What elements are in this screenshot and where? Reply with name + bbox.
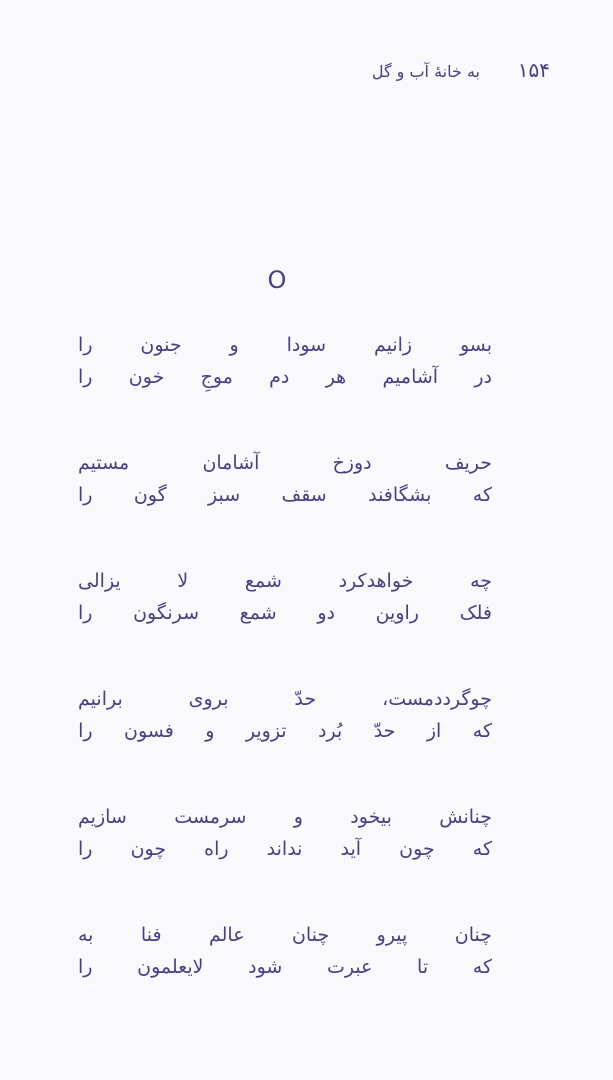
verse-word: فلک: [459, 602, 492, 624]
verse-word: دم: [269, 366, 290, 388]
verse-word: بسو: [459, 334, 492, 356]
verse-word: که: [472, 956, 492, 978]
verse-word: گون: [133, 484, 167, 506]
verse-line-second: [78, 598, 492, 628]
verse-word: سرنگون: [133, 602, 200, 624]
verse-word: نداند: [266, 838, 303, 860]
verse-word: یزالی: [78, 570, 121, 592]
verse-word: و: [205, 720, 215, 742]
couplet: [78, 448, 492, 510]
verse-word: فسون: [124, 720, 174, 742]
verse-word: را: [78, 956, 93, 978]
verse-word: و: [293, 806, 303, 828]
verse-line-second: [78, 716, 492, 746]
verse-word: را: [78, 334, 93, 356]
verse-word: که: [472, 838, 492, 860]
running-title: به خانهٔ آب و گل: [371, 62, 480, 81]
verse-word: زانیم: [373, 334, 413, 356]
verse-word: را: [78, 484, 93, 506]
verse-word: آید: [340, 838, 362, 860]
verse-word: پیرو: [376, 924, 408, 946]
verse-word: تزویر: [245, 720, 287, 742]
verse-line-first: [78, 448, 492, 478]
verse-word: شود: [248, 956, 283, 978]
verse-word: که: [472, 720, 492, 742]
verse-line-first: [78, 920, 492, 950]
verse-word: حدّ: [294, 688, 317, 710]
verse-word: آشامان: [202, 452, 260, 474]
page-number: ۱۵۴: [517, 58, 550, 82]
verse-word: از: [426, 720, 442, 742]
verse-word: عبرت: [326, 956, 373, 978]
verse-line-second: [78, 952, 492, 982]
verse-line-second: [78, 480, 492, 510]
verse-word: خواهدکرد: [338, 570, 414, 592]
verse-word: چنان: [454, 924, 492, 946]
verse-word: راه: [204, 838, 229, 860]
verse-word: بروی: [188, 688, 229, 710]
poem-body: [78, 330, 492, 1038]
verse-word: در: [474, 366, 492, 388]
verse-word: تا: [417, 956, 429, 978]
verse-word: فنا: [140, 924, 162, 946]
verse-word: حریف: [444, 452, 492, 474]
couplet: [78, 330, 492, 392]
couplet: [78, 920, 492, 982]
verse-word: شمع: [239, 602, 277, 624]
verse-word: دو: [317, 602, 335, 624]
verse-word: را: [78, 720, 93, 742]
verse-word: حدّ: [373, 720, 396, 742]
verse-word: لایعلمون: [137, 956, 204, 978]
verse-line-first: [78, 802, 492, 832]
verse-word: مستیم: [78, 452, 130, 474]
verse-word: سرمست: [174, 806, 247, 828]
verse-word: موجِ: [200, 366, 233, 388]
poem-section-marker: O: [267, 266, 287, 294]
verse-word: چون: [130, 838, 167, 860]
couplet: [78, 566, 492, 628]
verse-word: برانیم: [78, 688, 123, 710]
verse-word: بشگافند: [368, 484, 432, 506]
page-header: [370, 58, 550, 86]
verse-line-first: [78, 684, 492, 714]
verse-word: چه: [470, 570, 492, 592]
couplet: [78, 802, 492, 864]
verse-word: چنان: [291, 924, 330, 946]
verse-word: آشامیم: [382, 366, 439, 388]
verse-word: دوزخ: [332, 452, 372, 474]
verse-word: چنانش: [439, 806, 492, 828]
verse-word: را: [78, 602, 93, 624]
verse-word: بیخود: [350, 806, 392, 828]
verse-word: سازیم: [78, 806, 127, 828]
verse-word: عالم: [208, 924, 245, 946]
verse-word: و: [229, 334, 239, 356]
verse-word: سودا: [286, 334, 327, 356]
verse-word: سقف: [281, 484, 327, 506]
verse-word: لا: [177, 570, 189, 592]
verse-line-second: [78, 834, 492, 864]
verse-word: چوگرددمست،: [382, 688, 492, 710]
verse-line-first: [78, 566, 492, 596]
verse-word: چون: [399, 838, 435, 860]
verse-word: راوین: [375, 602, 419, 624]
verse-word: هر: [325, 366, 347, 388]
verse-word: خون: [128, 366, 165, 388]
verse-word: شمع: [244, 570, 282, 592]
verse-word: بُرد: [318, 720, 343, 742]
verse-word: سبز: [208, 484, 241, 506]
verse-word: را: [78, 838, 93, 860]
verse-word: جنون: [140, 334, 182, 356]
verse-line-first: [78, 330, 492, 360]
verse-word: که: [472, 484, 492, 506]
couplet: [78, 684, 492, 746]
verse-line-second: [78, 362, 492, 392]
verse-word: را: [78, 366, 93, 388]
verse-word: به: [78, 924, 94, 946]
